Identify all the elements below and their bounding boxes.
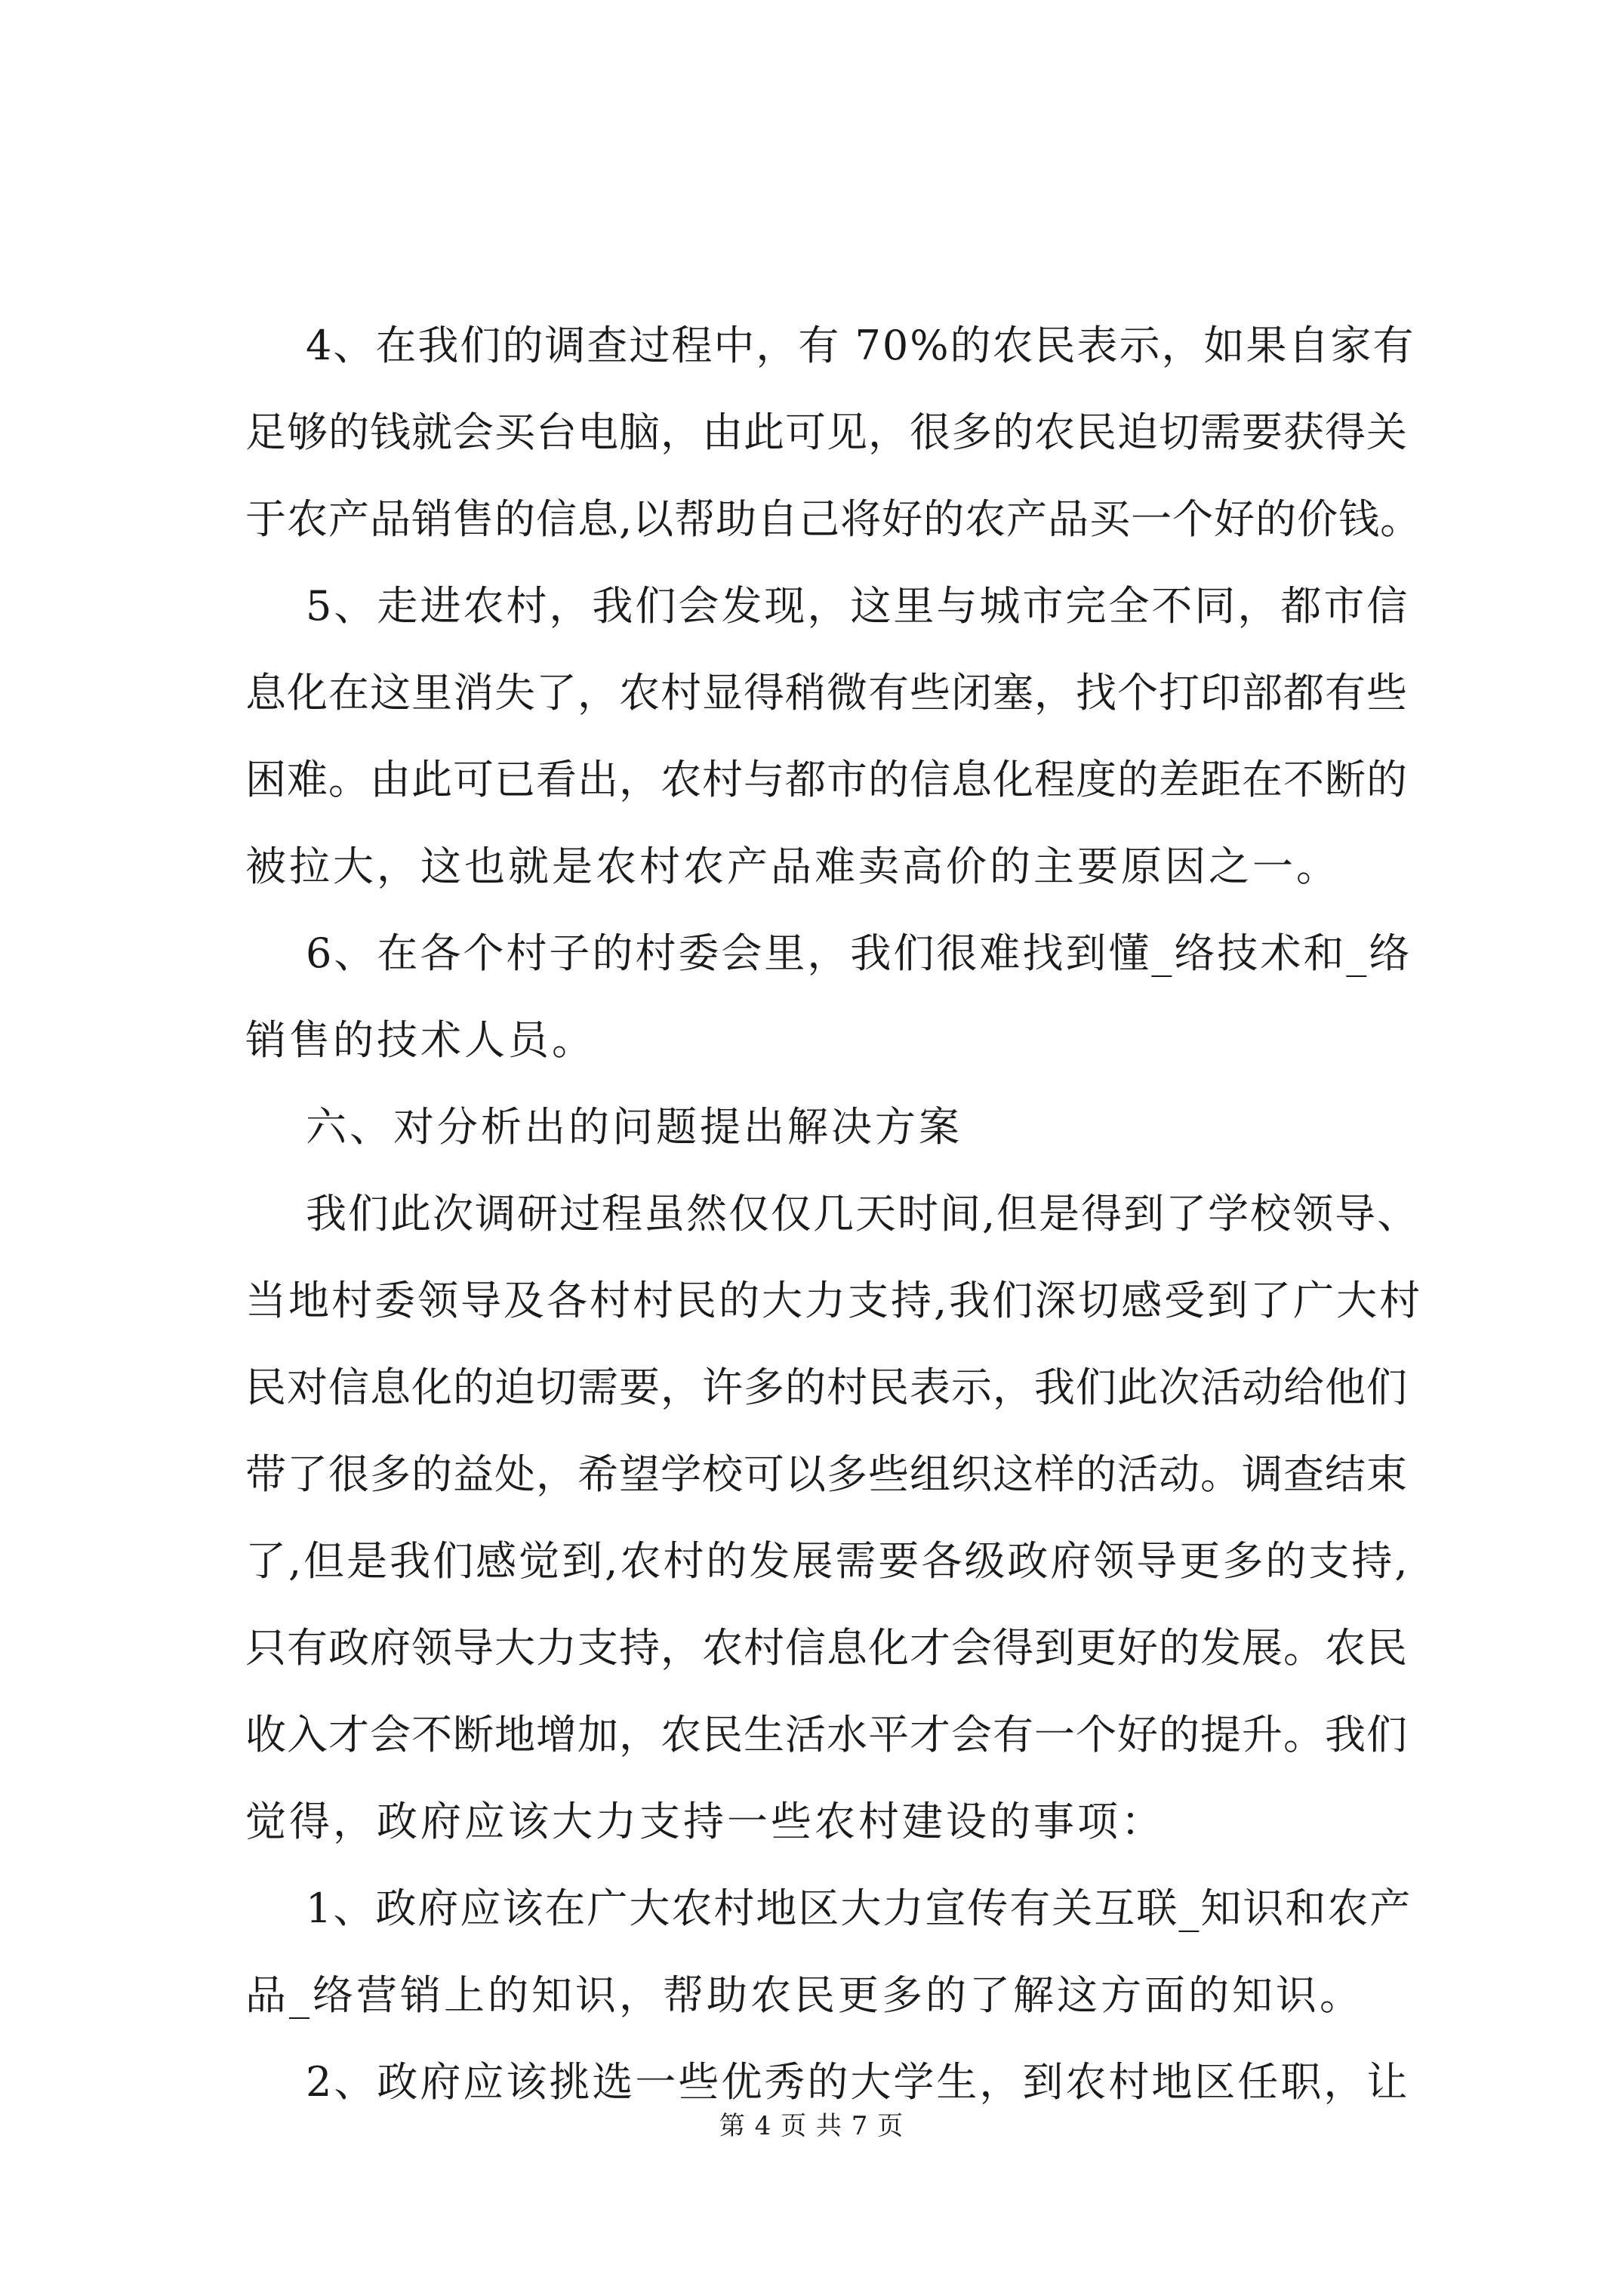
document-body: [245, 302, 1423, 2125]
section-heading: 六、对分析出的问题提出解决方案: [306, 1103, 962, 1151]
paragraph-line: 足够的钱就会买台电脑，由此可见，很多的农民迫切需要获得关: [245, 408, 1408, 456]
paragraph-line: 被拉大，这也就是农村农产品难卖高价的主要原因之一。: [245, 843, 1340, 890]
paragraph-line: 于农产品销售的信息,以帮助自己将好的农产品买一个好的价钱。: [245, 495, 1422, 543]
paragraph-line: 觉得，政府应该大力支持一些农村建设的事项：: [245, 1798, 1165, 1845]
paragraph-line: 6、在各个村子的村委会里，我们很难找到懂_络技术和_络: [306, 929, 1412, 977]
paragraph-line: 当地村委领导及各村村民的大力支持,我们深切感受到了广大村: [245, 1277, 1423, 1324]
paragraph-line: 民对信息化的迫切需要，许多的村民表示，我们此次活动给他们: [245, 1364, 1408, 1411]
paragraph-line: 收入才会不断地增加，农民生活水平才会有一个好的提升。我们: [245, 1711, 1408, 1758]
paragraph-line: 2、政府应该挑选一些优秀的大学生，到农村地区任职，让: [306, 2058, 1410, 2106]
paragraph-line: 息化在这里消失了，农村显得稍微有些闭塞，找个打印部都有些: [245, 669, 1408, 717]
paragraph-line: 5、走进农村，我们会发现，这里与城市完全不同，都市信: [306, 582, 1410, 630]
paragraph-line: 1、政府应该在广大农村地区大力宣传有关互联_知识和农产: [306, 1885, 1412, 1932]
paragraph-line: 带了很多的益处，希望学校可以多些组织这样的活动。调查结束: [245, 1450, 1408, 1498]
paragraph-line: 品_络营销上的知识，帮助农民更多的了解这方面的知识。: [245, 1971, 1363, 2019]
page-number-footer: 第 4 页 共 7 页: [719, 2111, 904, 2141]
paragraph-line: 4、在我们的调查过程中，有 70%的农民表示，如果自家有: [306, 322, 1415, 369]
paragraph-line: 只有政府领导大力支持，农村信息化才会得到更好的发展。农民: [245, 1624, 1408, 1672]
paragraph-line: 销售的技术人员。: [245, 1016, 596, 1064]
paragraph-line: 困难。由此可已看出，农村与都市的信息化程度的差距在不断的: [245, 756, 1408, 803]
paragraph-line: 了,但是我们感觉到,农村的发展需要各级政府领导更多的支持,: [245, 1537, 1410, 1585]
paragraph-line: 我们此次调研过程虽然仅仅几天时间,但是得到了学校领导、: [306, 1190, 1420, 1237]
